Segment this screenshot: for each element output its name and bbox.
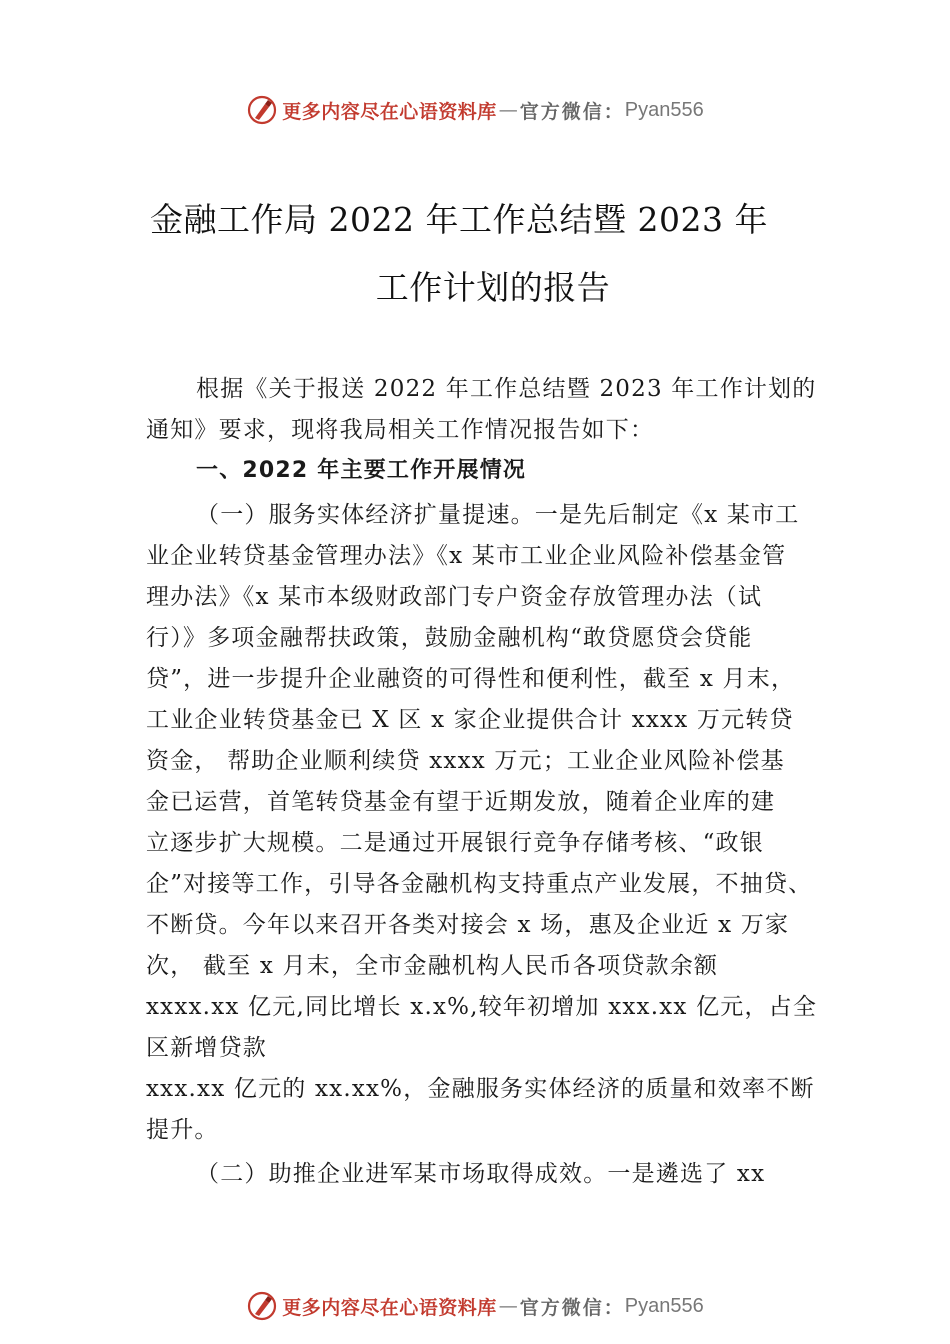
- document-title-line2: 工作计划的报告: [375, 268, 611, 307]
- para1-line: xxx.xx 亿元的 xx.xx%，金融服务实体经济的质量和效率不断: [146, 1076, 815, 1102]
- para1-line: 贷”，进一步提升企业融资的可得性和便利性，截至 x 月末，: [146, 666, 796, 692]
- para1-line: 资金， 帮助企业顺利续贷 xxxx 万元；工业企业风险补偿基: [146, 748, 785, 774]
- intro-line-1: 根据《关于报送 2022 年工作总结暨 2023 年工作计划的: [196, 376, 817, 402]
- intro-line-2: 通知》要求，现将我局相关工作情况报告如下：: [146, 417, 655, 443]
- watermark-label: 官方微信：: [519, 100, 625, 123]
- document-title-line1: 金融工作局 2022 年工作总结暨 2023 年: [150, 200, 768, 239]
- para1-line: 区新增贷款: [146, 1035, 267, 1061]
- pen-nib-icon: [246, 94, 278, 126]
- para1-line: 提升。: [146, 1117, 219, 1143]
- watermark-label: 官方微信：: [519, 1296, 625, 1319]
- watermark-title: 更多内容尽在心语资料库: [282, 1296, 497, 1319]
- watermark-title: 更多内容尽在心语资料库: [282, 100, 497, 123]
- para1-line: 次， 截至 x 月末，全市金融机构人民币各项贷款余额: [146, 953, 719, 979]
- watermark-id: Pyan556: [624, 1294, 704, 1317]
- watermark-dash: —: [498, 1295, 518, 1317]
- para1-line: 理办法》《x 某市本级财政部门专户资金存放管理办法（试: [146, 584, 763, 610]
- para2-line-1: （二）助推企业进军某市场取得成效。一是遴选了 xx: [196, 1161, 766, 1187]
- para1-line: 不断贷。今年以来召开各类对接会 x 场，惠及企业近 x 万家: [146, 912, 790, 938]
- watermark-footer: [0, 1290, 950, 1322]
- para1-line: 企”对接等工作，引导各金融机构支持重点产业发展，不抽贷、: [146, 871, 813, 897]
- para1-line: 行）》多项金融帮扶政策，鼓励金融机构“敢贷愿贷会贷能: [146, 625, 753, 651]
- para1-line: 金已运营，首笔转贷基金有望于近期发放，随着企业库的建: [146, 789, 776, 815]
- para1-line: 立逐步扩大规模。二是通过开展银行竞争存储考核、“政银: [146, 830, 764, 856]
- watermark-id: Pyan556: [624, 98, 704, 121]
- watermark-header: [0, 94, 950, 126]
- para1-line: 业企业转贷基金管理办法》《x 某市工业企业风险补偿基金管: [146, 543, 787, 569]
- section-heading-1: 一、2022 年主要工作开展情况: [196, 458, 527, 483]
- para1-line: 工业企业转贷基金已 X 区 x 家企业提供合计 xxxx 万元转贷: [146, 707, 794, 733]
- para1-line: xxxx.xx 亿元,同比增长 x.x%,较年初增加 xxx.xx 亿元，占全: [146, 994, 818, 1020]
- watermark-dash: —: [498, 99, 518, 121]
- pen-nib-icon: [246, 1290, 278, 1322]
- para1-line: （一）服务实体经济扩量提速。一是先后制定《x 某市工: [196, 502, 800, 528]
